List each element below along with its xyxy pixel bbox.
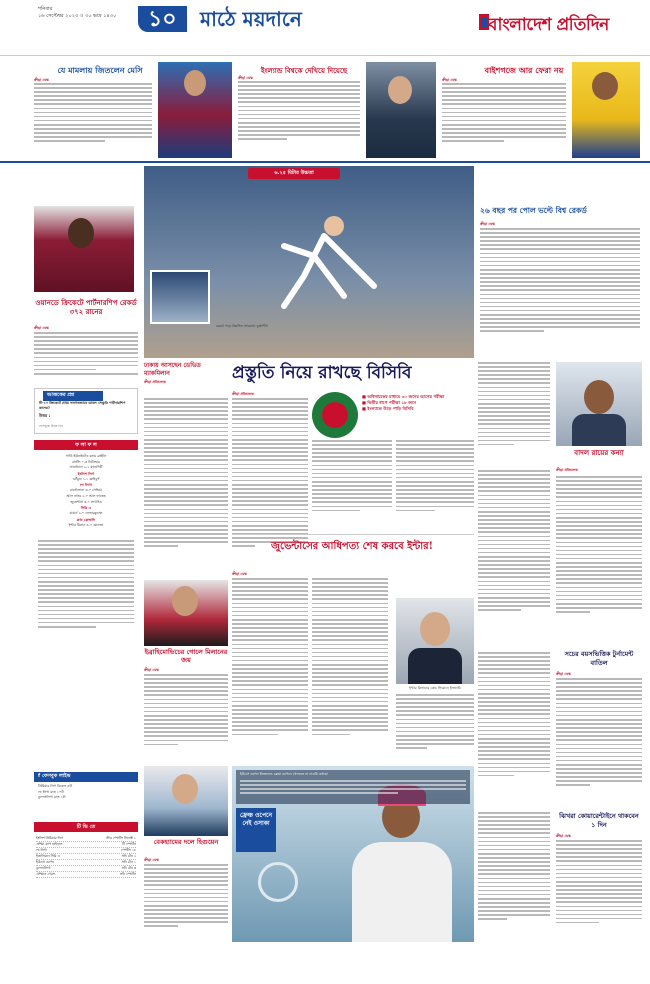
tennis-lead: ইউএস ওপেন জিতলেও ফ্রেঞ্চ ওপেনে খেলবেন না নাওমি ওসাকা xyxy=(240,772,328,776)
tv-title: টি ভি তে xyxy=(34,822,138,832)
masthead xyxy=(0,0,650,56)
story-byline: ক্রীড়া ডেস্ক xyxy=(442,78,457,82)
page-number: ১০ xyxy=(138,6,187,32)
story-body xyxy=(480,228,640,356)
tv-list xyxy=(36,836,136,878)
tennis-lead-box xyxy=(236,770,470,804)
results-list xyxy=(36,454,136,528)
result-item: বায়ার্ন ২-০ লেভারকুসেন xyxy=(69,511,103,516)
facebook-list xyxy=(38,784,134,801)
tv-row: লা লিগা স্পোর্টস ১৮ xyxy=(36,848,136,852)
feature-ribbon: ৬.২৫ মিটার উচ্চতা xyxy=(248,168,340,179)
story-headline: ইব্রাহিমোভিচের গোলে মিলানের জয় xyxy=(144,648,228,664)
results-more xyxy=(38,540,134,648)
main-body-col2 xyxy=(312,440,392,530)
date: ১৬ সেপ্টেম্বর ২০২৩ ।। ৩০ ভাদ্র ১৪৩০ xyxy=(38,13,117,19)
story-body xyxy=(144,864,228,944)
quiz-question: টি-২০ ক্রিকেটে প্রথম দলগতভাবে ডাবল সেঞ্চুরি পার্টনারশিপ কাদের? xyxy=(39,401,126,410)
logo-text: বাংলাদেশ প্রতিদিন xyxy=(488,15,609,35)
main-headline[interactable]: প্রস্তুতি নিয়ে রাখছে বিসিবি xyxy=(232,363,412,383)
page-header xyxy=(138,6,338,32)
result-item: ইন্টার মিলান ৪-০ মোনজা xyxy=(68,522,104,527)
bullet: ■ ইংল্যান্ডে উড়ে পাড়ি বিসিবি xyxy=(362,406,414,411)
divider xyxy=(0,161,650,163)
facebook-box[interactable] xyxy=(34,772,138,816)
story-inter-head[interactable] xyxy=(232,534,474,564)
tv-box xyxy=(34,822,138,946)
result-item: বার্নলি ০-৩ টটেনহাম xyxy=(72,459,100,464)
story-quarantine[interactable] xyxy=(478,812,642,946)
story-headline: ২৬ বছর পর পোল ভল্টে বিশ্ব রেকর্ড xyxy=(480,206,587,215)
quiz-note: ফেসবুকে উত্তর দিন xyxy=(39,424,64,428)
inter-body-col2 xyxy=(312,578,388,764)
story-byline: ক্রীড়া ডেস্ক xyxy=(556,834,571,838)
higuain-photo xyxy=(144,766,228,836)
dhoni-photo xyxy=(572,62,640,158)
kicker-body xyxy=(144,398,228,578)
inset-photo xyxy=(150,270,210,324)
tv-row: ইতালিয়ান সিরি এ সনি টেন ২ xyxy=(36,854,136,858)
story-headline: বেকহ্যামের দলে হিগুয়েন xyxy=(153,838,219,846)
story-byline: ক্রীড়া ডেস্ক xyxy=(480,222,495,226)
story-body-col2 xyxy=(556,840,642,944)
tennis-side-title: ফ্রেঞ্চ ওপেনে নেই ওসাকা xyxy=(239,812,273,827)
quiz-title: আজকের প্রশ্ন xyxy=(43,391,103,401)
story-byline: ক্রীড়া ডেস্ক xyxy=(34,78,49,82)
tv-row: বুন্দেসলিগা সনি টেন ৩ xyxy=(36,866,136,870)
portrait-title[interactable]: বাদল রায়ের কন্যা xyxy=(574,448,624,457)
story-ibra[interactable] xyxy=(144,648,228,764)
tv-row: ইংলিশ প্রিমিয়ার লিগ স্টার স্পোর্টস সিলেক্ট ১ xyxy=(36,836,136,840)
story-byline: ক্রীড়া ডেস্ক xyxy=(144,668,159,672)
result-item: আর্সেনাল ২-১ ম্যানসিটি xyxy=(69,465,103,470)
badal-roy-photo xyxy=(556,362,642,446)
story-body xyxy=(442,83,566,155)
story-headline: যে মামলায় জিতলেন মেসি xyxy=(57,65,143,75)
story-gayle[interactable] xyxy=(34,166,144,386)
ibra-photo xyxy=(144,580,228,646)
result-heading: ক্লাব ফ্রেন্ডলি xyxy=(76,517,96,522)
portrait-byline: ক্রীড়া প্রতিবেদক xyxy=(556,468,578,472)
tennis-side-box[interactable] xyxy=(236,808,276,852)
facebook-line: প্রিমিয়ার লিগ বিকেল ৪টা xyxy=(38,784,73,788)
england-coach-photo xyxy=(366,62,436,158)
story-body xyxy=(34,83,152,155)
story-byline: ক্রীড়া ডেস্ক xyxy=(238,76,253,80)
result-heading: লা লিগা xyxy=(79,483,93,488)
story-body xyxy=(34,332,138,384)
right-body-3 xyxy=(478,652,550,810)
story-byline: ক্রীড়া ডেস্ক xyxy=(34,326,49,330)
bullet: ■ দ্বিতীয় ধাপে পরীক্ষা ১৮ জনে xyxy=(362,400,417,405)
messi-photo xyxy=(158,62,232,158)
story-headline: ইংল্যান্ড বিশ্বকে দেখিয়ে দিয়েছে xyxy=(260,66,348,75)
story-messi[interactable] xyxy=(34,58,234,160)
feature-caption: রেকর্ড গড়ে উল্লসিত আরমান্ড ডুপ্লান্টিস xyxy=(215,324,269,328)
results-box xyxy=(34,440,138,652)
story-byline: ক্রীড়া ডেস্ক xyxy=(144,858,159,862)
kicker-byline: ক্রীড়া প্রতিবেদক xyxy=(144,380,166,384)
kicker-headline: ঢাকায় আসছেন ডেভিড ম্যাকমিলান xyxy=(144,362,201,377)
story-headline: ঝিখরা কোয়ারেন্টাইনে থাকবেন ১ দিন xyxy=(559,812,639,829)
newspaper-logo[interactable] xyxy=(478,8,638,44)
inter-caption: ইন্টার মিলানের কোচ সিমোনে ইনজাঘি xyxy=(409,686,461,690)
story-body-col1 xyxy=(478,812,550,944)
portrait-body xyxy=(556,476,642,644)
athlete-figure-icon xyxy=(264,206,384,326)
story-higuain[interactable] xyxy=(144,838,228,946)
facebook-line: লা লিগা রাত ১০টা xyxy=(38,789,65,794)
story-byline: ক্রীড়া ডেস্ক xyxy=(556,672,571,676)
story-age[interactable] xyxy=(556,650,642,810)
main-byline: ক্রীড়া প্রতিবেদক xyxy=(232,392,254,396)
story-england[interactable] xyxy=(238,58,438,160)
bcb-logo xyxy=(312,392,358,438)
result-heading: সিরি এ xyxy=(80,506,92,511)
story-dhoni[interactable] xyxy=(442,58,642,160)
right-body-2 xyxy=(478,470,550,648)
kicker[interactable] xyxy=(144,360,228,400)
weekday: শনিবার xyxy=(38,6,53,12)
bullet: ■ অধিনায়কের মাধ্যমে ৩০ জনের আগের পরীক্ষা xyxy=(362,394,445,399)
main-body-col3 xyxy=(396,440,474,530)
story-headline: বাইশগজে আর ফেরা নয় xyxy=(484,65,564,75)
tv-row: এশিয়া কাপ ফাইনাল টি স্পোর্টস xyxy=(36,842,136,846)
right-body xyxy=(478,362,550,466)
story-headline: ওয়ানডে ক্রিকেটে পার্টনারশিপ রেকর্ড ৩৭২ রানের xyxy=(35,298,137,316)
story-pole-vault[interactable] xyxy=(474,206,642,358)
story-body xyxy=(238,81,360,155)
story-headline: সচের বয়সভিত্তিক টুর্নামেন্ট বাতিল xyxy=(564,650,634,667)
facebook-icon: f xyxy=(38,773,41,779)
result-item: ডর্টমুন্ড ১-১ ফ্রাইবুর্গ xyxy=(72,476,100,481)
result-item: গার্ডি ইউনাইটেড বনাম ব্রাইটন xyxy=(65,454,107,458)
section-title: মাঠে ময়দানে xyxy=(200,7,302,31)
story-body xyxy=(144,674,228,762)
gayle-photo xyxy=(34,206,134,292)
main-bullets xyxy=(362,394,474,434)
tennis-lead-lines xyxy=(240,780,466,802)
facebook-line: বুন্দেসলিগা রাত ১টা xyxy=(38,795,66,800)
story-headline: জুভেন্টাসের আধিপত্য শেষ করবে ইন্টার! xyxy=(271,541,433,552)
result-item: বার্সেলোনা ৩-০ সেভিয়া xyxy=(69,488,103,493)
inter-coach-photo xyxy=(396,598,474,684)
tv-row: ইউএস ওপেন সনি টেন ১ xyxy=(36,860,136,864)
feature-photo xyxy=(144,166,474,358)
date-line xyxy=(38,6,116,20)
results-title: ফ লা ফ ল xyxy=(34,440,138,450)
inter-body-col1 xyxy=(232,578,308,764)
inter-byline: ক্রীড়া ডেস্ক xyxy=(232,572,247,576)
result-item: আল নাসর ২-০ আল ফাতেহ xyxy=(66,493,106,498)
facebook-title: f ফেসবুক লাইভ xyxy=(34,772,138,782)
story-body xyxy=(556,678,642,810)
result-heading: ইংলিশ লিগ xyxy=(77,471,95,476)
quiz-answer-label: উত্তর : xyxy=(39,413,51,418)
quiz-box xyxy=(34,388,138,434)
tv-row: এশিয়ান গেমস সনি স্পোর্টস xyxy=(36,872,136,876)
result-item: জুভেন্টাস ৩-০ লাৎসিও xyxy=(70,499,102,504)
inter-body-col3 xyxy=(396,694,474,764)
